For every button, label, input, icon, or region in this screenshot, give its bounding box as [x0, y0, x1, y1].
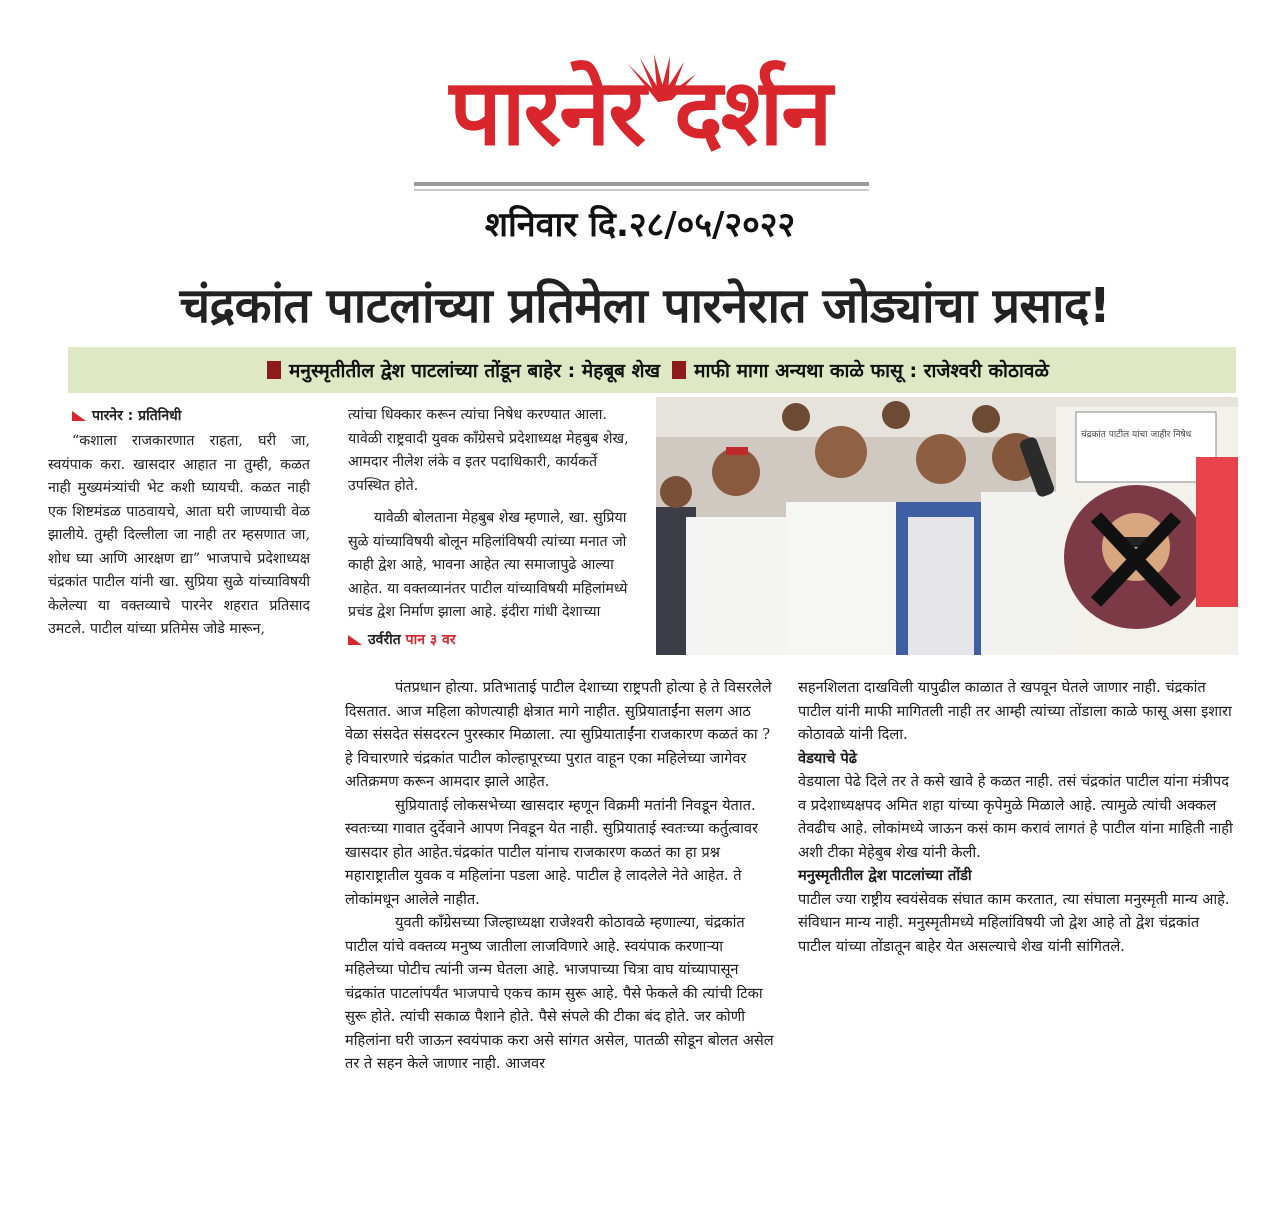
triangle-marker-icon — [348, 635, 362, 645]
continued-note: उर्वरीत पान ३ वर — [348, 630, 456, 649]
protest-photo-illustration — [656, 397, 1238, 655]
article-column-2 — [348, 404, 638, 625]
poster-text: चंद्रकांत पाटील यांचा जाहीर निषेध — [1081, 430, 1192, 440]
subheading: वेडयाचे पेढे — [798, 749, 858, 767]
subhead-2: माफी मागा अन्यथा काळे फासू : राजेश्वरी कोठावळे — [694, 360, 1049, 382]
bullet-square-icon — [672, 361, 686, 379]
edition-date: शनिवार दि.२८/०५/२०२२ — [484, 205, 796, 245]
paragraph: सहनशिलता दाखविली यापुढील काळात ते खपवून घेतले जाणार नाही. चंद्रकांत पाटील यांनी माफी मागितली नाही तर आम्ही त्यांच्या तोंडाला काळे फासू असा इशारा कोठावळे यांनी दिला. — [798, 679, 1232, 743]
subhead-band — [68, 347, 1236, 393]
bullet-square-icon — [267, 361, 281, 379]
masthead-rule — [414, 182, 869, 186]
paragraph: पंतप्रधान होत्या. प्रतिभाताई पाटील देशाच्या राष्ट्रपती होत्या हे ते विसरलेले दिसतात. आज महिला कोणत्याही क्षेत्रात मागे नाहीत. सुप्रियाताईंना सलग आठ वेळा संसदेत संसदरत्न पुरस्कार मिळाला. त्या सुप्रियाताईंना राजकारण कळतं का ? हे विचारणारे चंद्रकांत पाटील कोल्हापूरच्या पुरात वाहून एका महिलेच्या जागेवर अतिक्रमण करून आमदार झाले आहेत. — [345, 679, 772, 790]
article-column-3 — [345, 676, 775, 1076]
subhead-1: मनुस्मृतीतील द्वेश पाटलांच्या तोंडून बाहेर : मेहबूब शेख — [289, 360, 661, 382]
paragraph: सुप्रियाताई लोकसभेच्या खासदार म्हणून विक्रमी मतांनी निवडून येतात. स्वतःच्या गावात दुर्देवाने आपण निवडून येत नाही. सुप्रियाताई स्वतःच्या कर्तुत्वावर खासदार होत आहेत.चंद्रकांत पाटील यांनाच राजकारण कळतं का हा प्रश्न महाराष्ट्रातील युवक व महिलांना पडला आहे. पाटील हे लादलेले नेते आहेत. ते लोकांमधून आलेले नाहीत. — [345, 796, 758, 908]
paragraph: पाटील ज्या राष्ट्रीय स्वयंसेवक संघात काम करतात, त्या संघाला मनुस्मृती मान्य आहे. संविधान मान्य नाही. मनुस्मृतीमध्ये महिलांविषयी जो द्वेश आहे तो द्वेश चंद्रकांत पाटील यांच्या तोंडातून बाहेर येत असल्याचे शेख यांनी सांगितले. — [798, 890, 1230, 955]
subheading: मनुस्मृतीतील द्वेश पाटलांच्या तोंडी — [798, 867, 972, 884]
article-column-1 — [48, 430, 310, 642]
masthead-rule-thin — [414, 189, 869, 191]
byline: पारनेर : प्रतिनिधी — [72, 406, 181, 425]
news-photo — [656, 397, 1238, 655]
paragraph: यावेळी बोलताना मेहबुब शेख म्हणाले, खा. सुप्रिया सुळे यांच्याविषयी बोलून महिलांविषयी त्यांच्या मनात जो काही द्वेश आहे, भावना आहेत त्या समाजापुढे आल्या आहेत. या वक्तव्यानंतर पाटील यांच्याविषयी महिलांमध्ये प्रचंड द्वेश निर्माण झाला आहे. इंदीरा गांधी देशाच्या — [348, 510, 628, 620]
masthead — [400, 40, 880, 210]
paragraph: युवती काँग्रेसच्या जिल्हाध्यक्षा राजेश्वरी कोठावळे म्हणाल्या, चंद्रकांत पाटील यांचे वक्तव्य मनुष्य जातीला लाजविणारे आहे. स्वयंपाक करणाऱ्या महिलेच्या पोटीच त्यांनी जन्म घेतला आहे. भाजपाच्या चित्रा वाघ यांच्यापासून चंद्रकांत पाटलांपर्यंत भाजपाचे एकच काम सुरू आहे. पैसे फेकले की त्यांची टिका सुरू होते. त्यांची सकाळ पैशाने होते. पैसे संपले की टीका बंद होते. जर कोणी महिलांना घरी जाऊन स्वयंपाक करा असे सांगत असेल, पातळी सोडून बोलत असेल तर ते सहन केले जाणार नाही. आजवर — [345, 914, 774, 1072]
paragraph: त्यांचा धिक्कार करून त्यांचा निषेध करण्यात आला. यावेळी राष्ट्रवादी युवक काँग्रेसचे प्रदेशाध्यक्ष मेहबुब शेख, आमदार नीलेश लंके व इतर पदाधिकारी, कार्यकर्ते उपस्थित होते. — [348, 407, 629, 494]
newspaper-title: पारनेर दर्शन — [449, 59, 831, 166]
article-column-4 — [798, 676, 1236, 958]
headline: चंद्रकांत पाटलांच्या प्रतिमेला पारनेरात जोड्यांचा प्रसाद! — [179, 278, 1111, 334]
paragraph: “कशाला राजकारणात राहता, घरी जा, स्वयंपाक करा. खासदार आहात ना तुम्ही, कळत नाही मुख्यमंत्र्यांची भेट कशी घ्यायची. कळत नाही एक शिष्टमंडळ पाठवायचे, आता घरी जाण्याची वेळ झालीये. तुम्ही दिल्लीला जा नाही तर म्हसणात जा, शोध घ्या आणि आरक्षण द्या” भाजपाचे प्रदेशाध्यक्ष चंद्रकांत पाटील यांनी खा. सुप्रिया सुळे यांच्याविषयी केलेल्या या वक्तव्याचे पारनेर शहरात प्रतिसाद उमटले. पाटील यांच्या प्रतिमेस जोडे मारून, — [48, 433, 310, 637]
paragraph: वेडयाला पेढे दिले तर ते कसे खावे हे कळत नाही. तसं चंद्रकांत पाटील यांना मंत्रीपद व प्रदेशाध्यक्षपद अमित शहा यांच्या कृपेमुळे मिळाले आहे. त्यामुळे त्यांची अक्कल तेवढीच आहे. लोकांमध्ये जाऊन कसं काम करावं लागतं हे पाटील यांना माहिती नाही अशी टीका मेहेबुब शेख यांनी केली. — [798, 773, 1233, 861]
triangle-marker-icon — [72, 411, 86, 421]
